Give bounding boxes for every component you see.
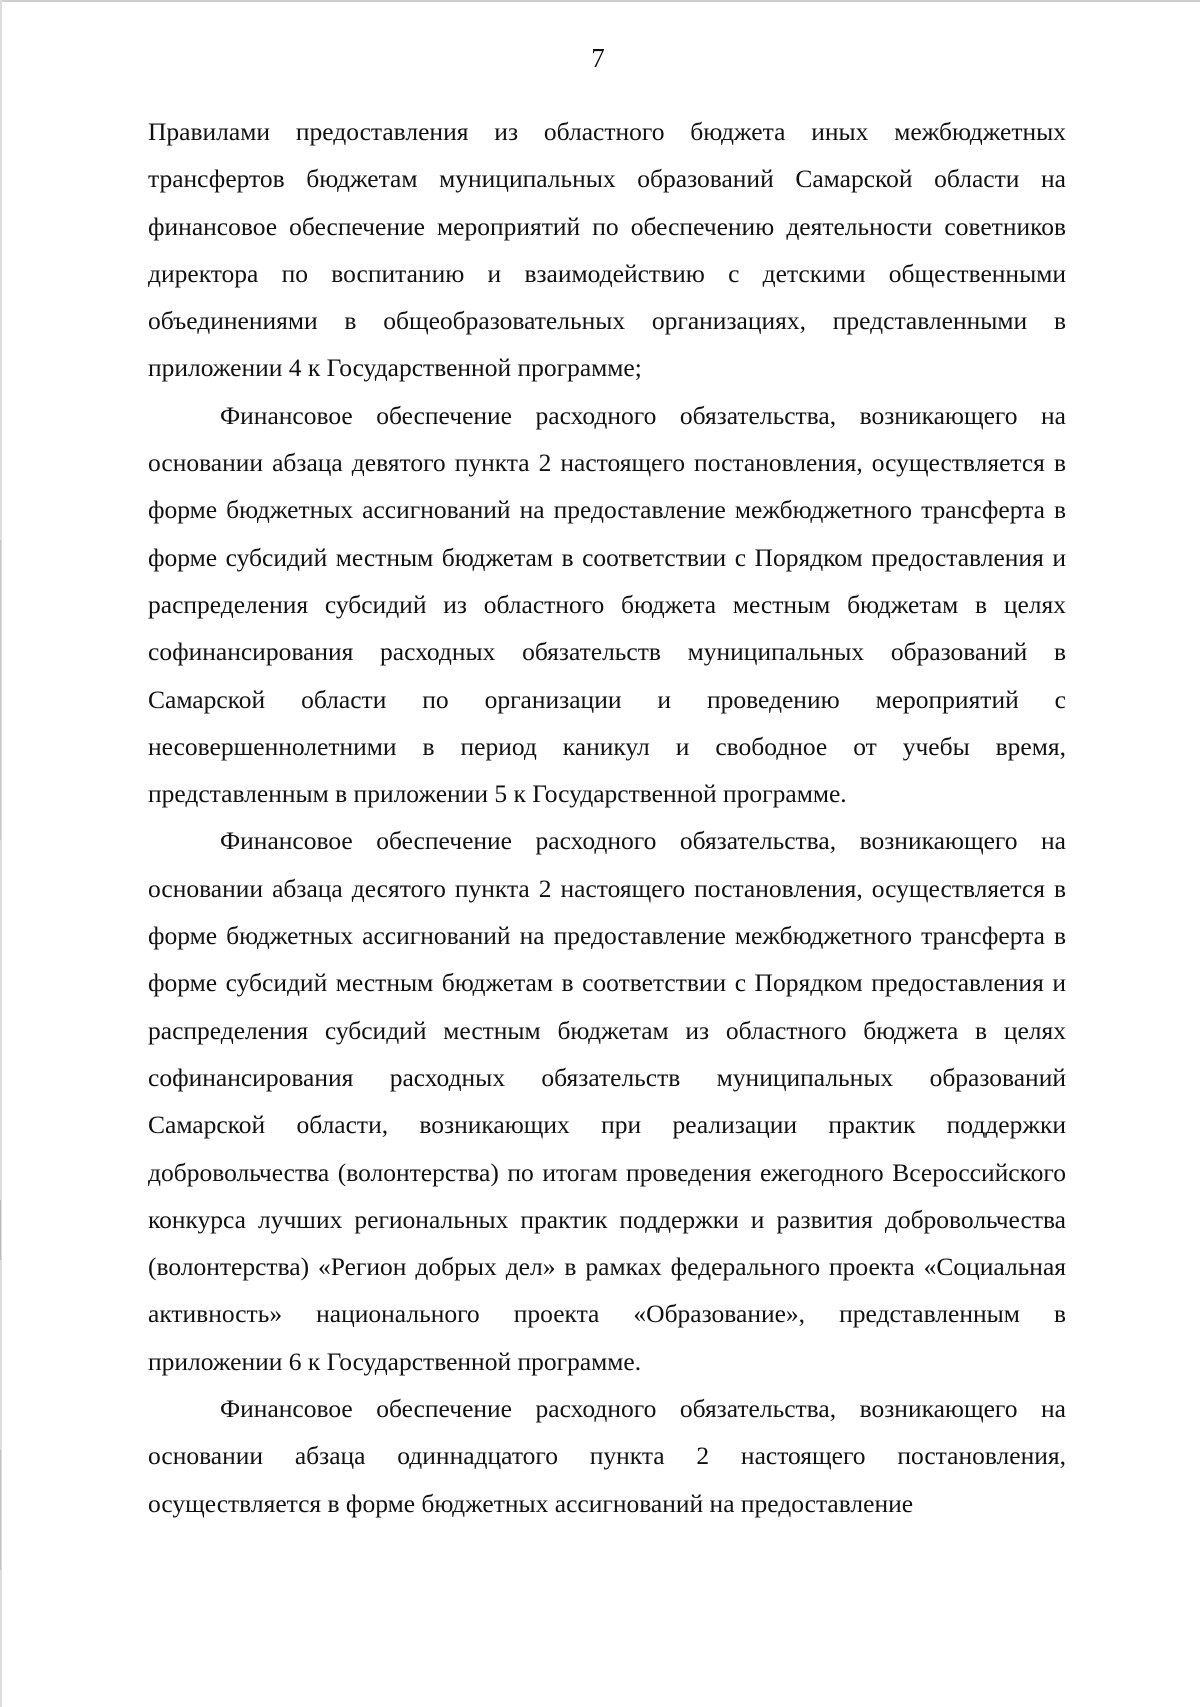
page-number: 7 xyxy=(591,43,605,73)
scan-edge-top xyxy=(0,0,1200,2)
document-body xyxy=(148,108,1066,1527)
scan-artifact xyxy=(0,1200,1,1260)
paragraph: Финансовое обеспечение расходного обязательства, возникающего на основании абзаца одиннадцатого пункта 2 настоящего постановления, осуществляется в форме бюджетных ассигнований на предоставление xyxy=(148,1394,1066,1518)
paragraph: Финансовое обеспечение расходного обязательства, возникающего на основании абзаца десятого пункта 2 настоящего постановления, осуществляется в форме бюджетных ассигнований на предоставление межбюджетного трансферта в форме субсидий местным бюджетам в соответствии с Порядком предоставления и распределения субсидий местным бюджетам из областного бюджета в целях софинансирования расходных обязательств муниципальных образований Самарской области, возникающих при реализации практик поддержки добровольчества (волонтерства) по итогам проведения ежегодного Всероссийского конкурса лучших региональных практик поддержки и развития добровольчества (волонтерства) «Регион добрых дел» в рамках федерального проекта «Социальная активность» национального проекта «Образование», представленным в приложении 6 к Государственной программе. xyxy=(148,826,1066,1376)
paragraph: Финансовое обеспечение расходного обязательства, возникающего на основании абзаца девятого пункта 2 настоящего постановления, осуществляется в форме бюджетных ассигнований на предоставление межбюджетного трансферта в форме субсидий местным бюджетам в соответствии с Порядком предоставления и распределения субсидий из областного бюджета местным бюджетам в целях софинансирования расходных обязательств муниципальных образований в Самарской области по организации и проведению мероприятий с несовершеннолетними в период каникул и свободное от учебы время, представленным в приложении 5 к Государственной программе. xyxy=(148,400,1066,809)
scan-artifact xyxy=(0,540,1,840)
paragraph-continuation: Правилами предоставления из областного бюджета иных межбюджетных трансфертов бюджетам муниципальных образований Самарской области на финансовое обеспечение мероприятий по обеспечению деятельности советников директора по воспитанию и взаимодействию с детскими общественными объединениями в общеобразовательных организациях, представленными в приложении 4 к Государственной программе; xyxy=(148,117,1066,383)
scan-artifact xyxy=(0,1450,1,1570)
